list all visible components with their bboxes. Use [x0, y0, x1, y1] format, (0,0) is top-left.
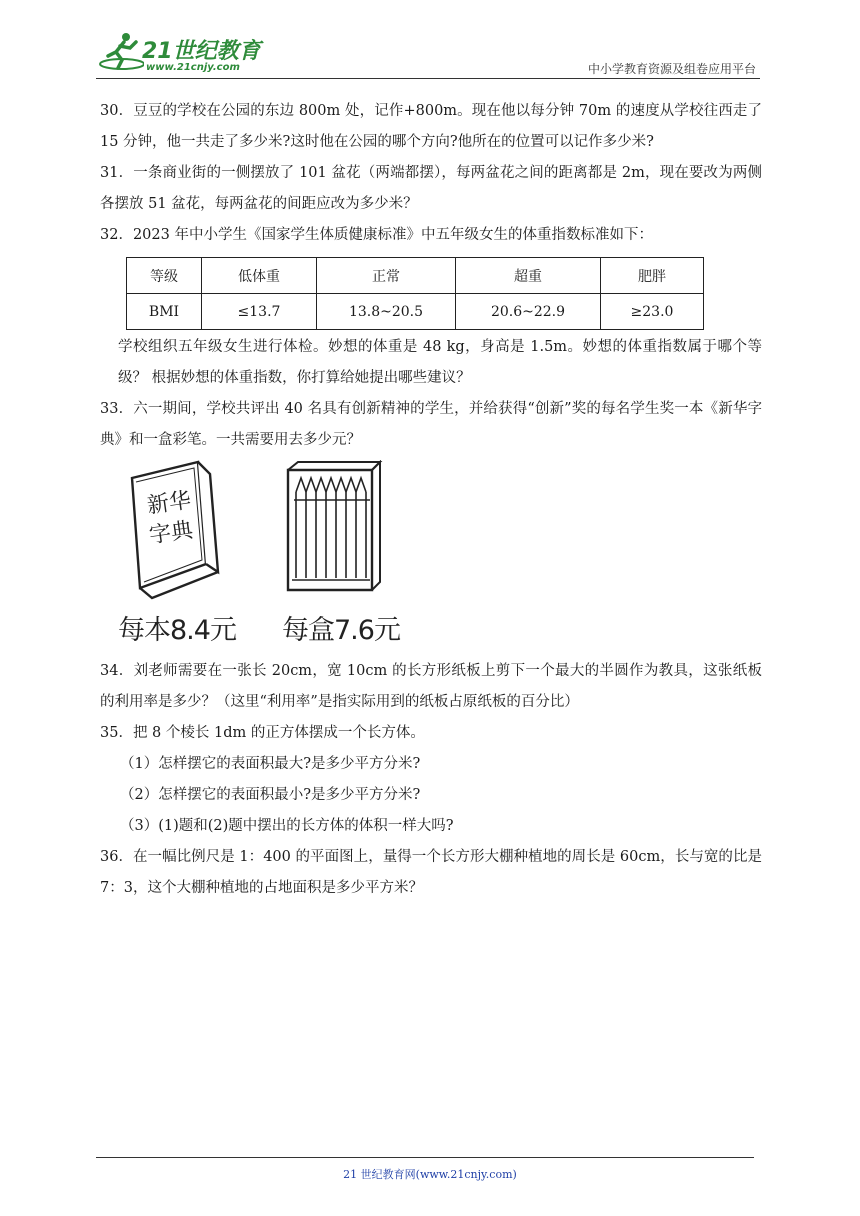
dictionary-title-line1: 新华	[145, 488, 193, 520]
table-cell: 13.8~20.5	[317, 294, 456, 330]
logo	[96, 30, 266, 78]
bmi-table	[126, 257, 704, 330]
question-30: 30．豆豆的学校在公园的东边 800m 处，记作+800m。现在他以每分钟 70m 的速度从学校往西走了 15 分钟，他一共走了多少米?这时他在公园的哪个方向?他所在的位置可以记作多少米?	[100, 103, 762, 150]
page-header	[96, 30, 758, 80]
logo-url: www.21cnjy.com	[146, 62, 240, 73]
table-header-cell: 超重	[456, 258, 601, 294]
table-row	[127, 294, 704, 330]
question-33: 33．六一期间，学校共评出 40 名具有创新精神的学生，并给获得“创新”奖的每名学生奖一本《新华字典》和一盒彩笔。一共需要用去多少元？	[100, 401, 762, 448]
table-header-cell: 等级	[127, 258, 202, 294]
table-header-row	[127, 258, 704, 294]
question-35: 35．把 8 个棱长 1dm 的正方体摆成一个长方体。	[100, 725, 425, 741]
header-divider	[96, 78, 760, 79]
dictionary-icon	[132, 462, 218, 598]
question-33-figure	[100, 460, 762, 650]
question-34: 34．刘老师需要在一张长 20cm，宽 10cm 的长方形纸板上剪下一个最大的半圆作为教具，这张纸板的利用率是多少？（这里“利用率”是指实际用到的纸板占原纸板的百分比）	[100, 663, 762, 710]
question-31: 31．一条商业街的一侧摆放了 101 盆花（两端都摆），每两盆花之间的距离都是 2m，现在要改为两侧各摆放 51 盆花，每两盆花的间距应改为多少米？	[100, 165, 762, 212]
question-32-intro: 32．2023 年中小学生《国家学生体质健康标准》中五年级女生的体重指数标准如下：	[100, 227, 653, 243]
question-35-part-2: （2）怎样摆它的表面积最小?是多少平方分米?	[120, 787, 421, 803]
table-header-cell: 肥胖	[601, 258, 704, 294]
table-cell: ≥23.0	[601, 294, 704, 330]
dictionary-price: 每本8.4元	[118, 615, 236, 646]
page-footer[interactable]: 21 世纪教育网(www.21cnjy.com)	[343, 1168, 517, 1181]
logo-text: 21世纪教育	[142, 39, 261, 64]
table-cell: ≤13.7	[202, 294, 317, 330]
table-header-cell: 低体重	[202, 258, 317, 294]
question-content	[100, 96, 762, 904]
dictionary-title-line2: 字典	[147, 517, 195, 549]
table-header-cell: 正常	[317, 258, 456, 294]
colored-pens-box-icon	[288, 462, 380, 590]
header-platform-title: 中小学教育资源及组卷应用平台	[587, 62, 756, 76]
table-cell: BMI	[127, 294, 202, 330]
question-32-body: 学校组织五年级女生进行体检。妙想的体重是 48 kg，身高是 1.5m。妙想的体重指数属于哪个等级？ 根据妙想的体重指数，你打算给她提出哪些建议？	[118, 339, 762, 386]
question-35-part-3: （3）(1)题和(2)题中摆出的长方体的体积一样大吗?	[120, 818, 454, 834]
runner-logo-icon	[96, 30, 144, 74]
table-cell: 20.6~22.9	[456, 294, 601, 330]
question-35-part-1: （1）怎样摆它的表面积最大?是多少平方分米?	[120, 756, 421, 772]
footer-divider	[96, 1157, 754, 1158]
question-36: 36．在一幅比例尺是 1：400 的平面图上，量得一个长方形大棚种植地的周长是 60cm，长与宽的比是 7：3，这个大棚种植地的占地面积是多少平方米？	[100, 849, 762, 896]
pen-box-price: 每盒7.6元	[282, 615, 400, 646]
dictionary-and-pens-illustration	[120, 460, 420, 600]
